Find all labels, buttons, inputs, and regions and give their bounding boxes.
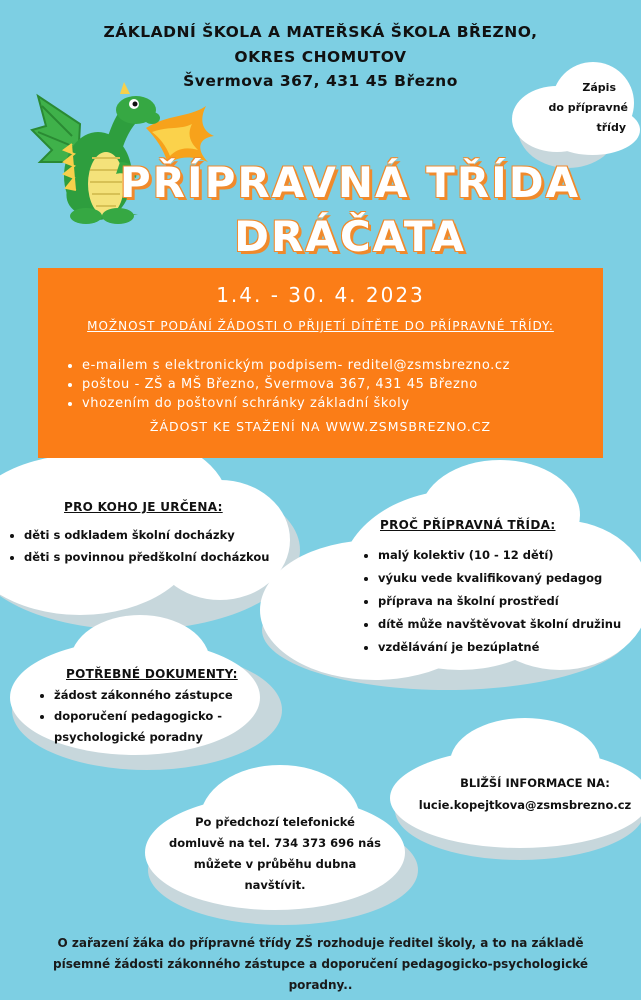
enrollment-note-line2: do přípravné — [548, 101, 628, 114]
dragon-illustration — [28, 66, 218, 236]
list-item: • malý kolektiv (10 - 12 dětí) — [378, 544, 634, 567]
list-item: • děti s povinnou předškolní docházkou — [24, 546, 290, 568]
application-heading: MOŽNOST PODÁNÍ ŽÁDOSTI O PŘIJETÍ DÍTĚTE DO PŘÍPRAVNÉ TŘÍDY: — [87, 319, 554, 333]
title-line1: PŘÍPRAVNÁ TŘÍDA — [119, 158, 581, 207]
info-heading: BLIŽŠÍ INFORMACE NA: — [460, 776, 610, 790]
list-item: • příprava na školní prostředí — [378, 590, 634, 613]
application-dates: 1.4. - 30. 4. 2023 — [216, 283, 425, 307]
documents-section — [40, 667, 240, 748]
application-option-post: • poštou - ZŠ a MŠ Březno, Švermova 367, 431 45 Březno — [82, 375, 510, 394]
school-name-line2: OKRES CHOMUTOV — [234, 48, 407, 66]
school-name-line1: ZÁKLADNÍ ŠKOLA A MATEŘSKÁ ŠKOLA BŘEZNO, — [103, 23, 538, 41]
list-item: • doporučení pedagogicko - psychologické poradny — [54, 706, 240, 748]
application-box — [38, 268, 603, 458]
enrollment-note-line1: Zápis — [582, 81, 616, 94]
school-address: Švermova 367, 431 45 Březno — [183, 72, 458, 90]
footer-note — [20, 933, 621, 996]
for-whom-section — [10, 500, 290, 568]
why-list — [364, 544, 634, 659]
visit-note-line1: Po předchozí telefonické — [195, 815, 355, 829]
list-item: • vzdělávání je bezúplatné — [378, 636, 634, 659]
footer-note-line1: O zařazení žáka do přípravné třídy ZŠ rozhoduje ředitel školy, a to na základě — [57, 936, 584, 950]
visit-note-line4: navštívit. — [244, 878, 306, 892]
why-heading: PROČ PŘÍPRAVNÁ TŘÍDA: — [380, 518, 556, 532]
documents-list — [40, 685, 240, 748]
title-line2: DRÁČATA — [234, 212, 466, 261]
application-option-mailbox: • vhozením do poštovní schránky základní školy — [82, 394, 510, 413]
application-options — [66, 356, 510, 413]
for-whom-list — [10, 524, 290, 568]
list-item: • výuku vede kvalifikovaný pedagog — [378, 567, 634, 590]
download-link[interactable]: ŽÁDOST KE STAŽENÍ NA WWW.ZSMSBREZNO.CZ — [149, 419, 492, 434]
why-section — [364, 518, 634, 659]
enrollment-note-line3: třídy — [596, 121, 626, 134]
enrollment-note — [518, 78, 628, 138]
info-email[interactable]: lucie.kopejtkova@zsmsbrezno.cz — [418, 798, 632, 812]
school-name — [0, 20, 641, 70]
for-whom-heading: PRO KOHO JE URČENA: — [64, 500, 223, 514]
info-section — [400, 772, 641, 816]
visit-note-line3: můžete v průběhu dubna — [193, 857, 357, 871]
footer-note-line2: písemné žádosti zákonného zástupce a doporučení pedagogicko-psychologické poradny.. — [53, 957, 588, 992]
application-option-email: • e-mailem s elektronickým podpisem- reditel@zsmsbrezno.cz — [82, 356, 510, 375]
documents-heading: POTŘEBNÉ DOKUMENTY: — [66, 667, 238, 681]
visit-note-line2: domluvě na tel. 734 373 696 nás — [169, 836, 381, 850]
list-item: • dítě může navštěvovat školní družinu — [378, 613, 634, 636]
list-item: • děti s odkladem školní docházky — [24, 524, 290, 546]
visit-note — [160, 812, 390, 896]
list-item: • žádost zákonného zástupce — [54, 685, 240, 706]
